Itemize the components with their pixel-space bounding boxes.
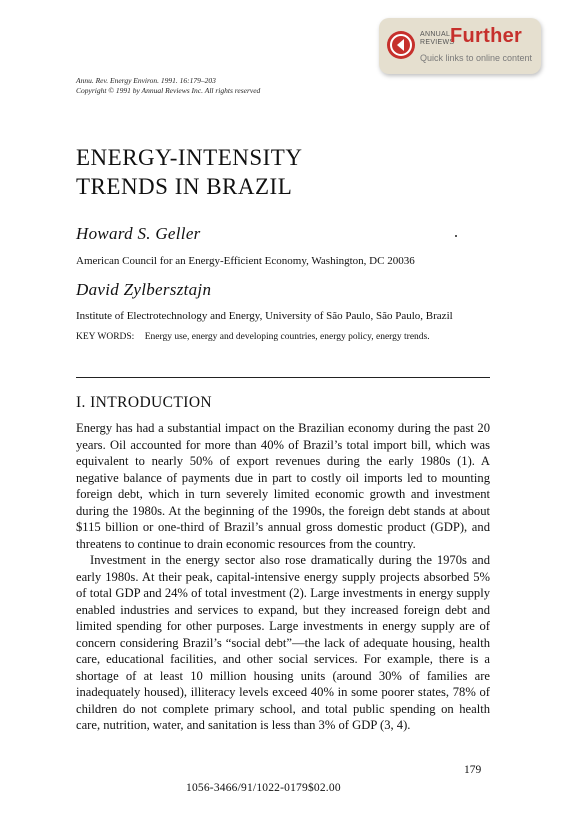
keywords-label: KEY WORDS: [76,332,135,342]
paragraph-1: Energy has had a substantial impact on the Brazilian economy during the past 20 years. Oil accounted for more than 40% of Brazil’s total import bill, which was equivalent to nearly 50% of export revenues during the early 1980s (1). A negative balance of payments due in part to costly oil imports led to mounting foreign debt, which in turn severely limited economic growth and investment during the 1980s. At the beginning of the 1990s, the foreign debt stands at about $115 billion or one-third of Brazil’s annual gross domestic product (GDP), and threatens to continue to drain economic resources from the country. [76,421,490,551]
keywords-text: Energy use, energy and developing countries, energy policy, energy trends. [144,332,430,342]
badge-reviews-label: REVIEWS [420,39,455,46]
author-name-2: David Zylbersztajn [76,280,212,299]
badge-annual-label: ANNUAL [420,31,451,38]
journal-citation: Annu. Rev. Energy Environ. 1991. 16:179–203 [76,76,216,85]
title-line-1: ENERGY-INTENSITY [76,145,303,170]
badge-subtitle: Quick links to online content [420,53,533,63]
doi-code: 1056-3466/91/1022-0179$02.00 [186,782,341,794]
play-arrow-icon [387,31,415,59]
header-divider [76,377,490,378]
stray-dot [455,235,457,237]
body-text [76,420,490,734]
keywords [76,332,430,342]
title-line-2: TRENDS IN BRAZIL [76,174,293,199]
journal-copyright: Copyright © 1991 by Annual Reviews Inc. All rights reserved [76,86,261,95]
further-badge[interactable] [379,18,541,74]
author-affiliation-1: American Council for an Energy-Efficient Economy, Washington, DC 20036 [76,255,415,267]
badge-further-label: Further [450,25,523,47]
author-affiliation-2: Institute of Electrotechnology and Energy, University of São Paulo, São Paulo, Brazil [76,310,453,322]
paper-title [76,143,302,201]
section-heading: I. INTRODUCTION [76,394,213,411]
paragraph-2: Investment in the energy sector also rose dramatically during the 1970s and early 1980s. At their peak, capital-intensive energy supply projects absorbed 5% of total GDP and 24% of total investment (2). Large investments in energy supply enabled industries and services to expand, but they increased foreign debt and limited spending for other purposes. Large investments in energy supply are of concern considering Brazil’s “social debt”—the lack of adequate housing, health care, educational facilities, and other social services. For example, there is a shortage of at least 10 million housing units (around 30% of families are inadequately housed), illiteracy levels exceed 40% in some poorer states, 78% of children do not complete primary school, and total public spending on health care, nutrition, water, and sanitation is less than 3% of GDP (3, 4). [76,553,490,732]
page-number: 179 [464,764,482,776]
author-name-1: Howard S. Geller [76,224,201,243]
journal-citation-block [76,76,260,96]
